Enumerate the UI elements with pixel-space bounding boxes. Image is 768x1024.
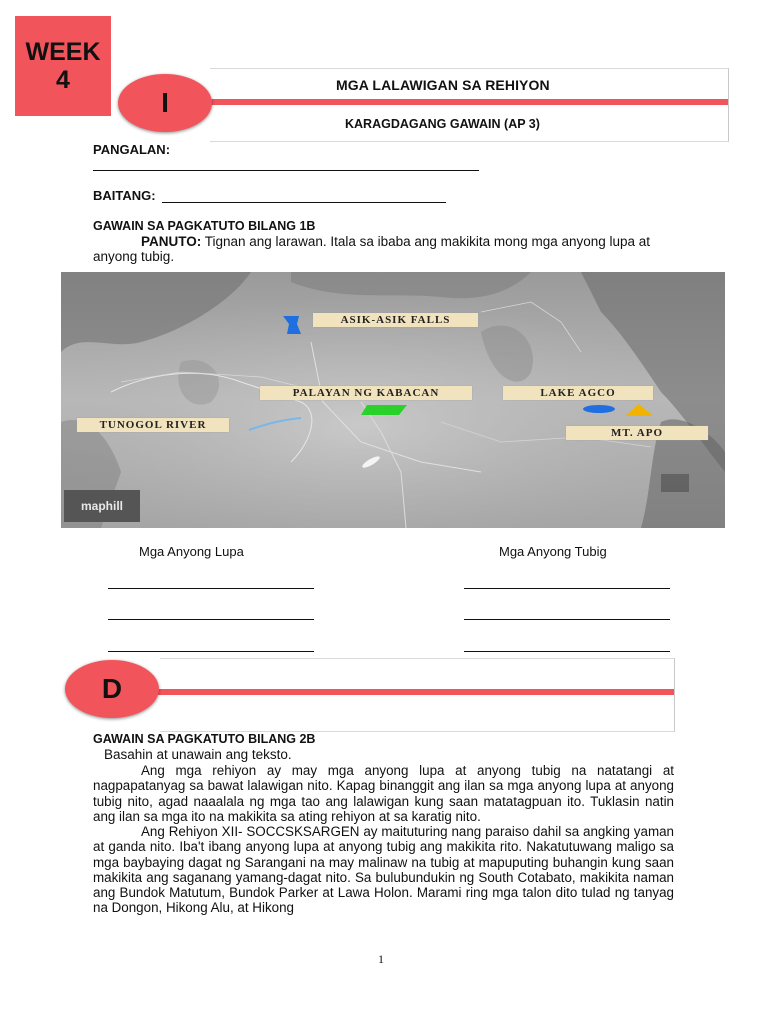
maphill-logo: maphill	[64, 490, 140, 522]
page-number: 1	[378, 952, 384, 966]
section-d-letter: D	[101, 673, 123, 704]
header-divider	[205, 99, 728, 105]
page-subtitle: KARAGDAGANG GAWAIN (AP 3)	[345, 117, 540, 131]
page-title: MGA LALAWIGAN SA REHIYON	[336, 77, 550, 93]
week-label: WEEK	[25, 38, 101, 66]
paragraph-1	[93, 763, 674, 824]
region-map	[61, 272, 725, 528]
grade-answer-line[interactable]	[162, 190, 446, 203]
activity2-heading: GAWAIN SA PAGKATUTO BILANG 2B	[93, 732, 316, 746]
section-d-divider	[158, 689, 674, 695]
section-i-circle	[118, 74, 212, 132]
section-d-frame	[160, 658, 675, 732]
map-label-lake: LAKE AGCO	[503, 386, 653, 400]
paragraph-1-text: Ang mga rehiyon ay may mga anyong lupa at anyong tubig na natatangi at nagpapatanyag sa bawat lalawigan nito. Kapag binanggit ang ilan sa mga anyong lupa at anyong tubig nito, agad naaalala ng mga tao ang lalawigan kung saan matatagpuan ito. Tuklasin natin ang ilan sa mga ito na makikita sa ating rehiyon at sa karatig nito.	[93, 763, 674, 824]
waterform-answer-line[interactable]	[464, 619, 670, 620]
grade-row	[93, 188, 446, 203]
activity1-instruction	[141, 234, 681, 249]
landform-answer-line[interactable]	[108, 588, 314, 589]
paragraph-2	[93, 824, 674, 916]
paragraph-2-text: Ang Rehiyon XII- SOCCSKSARGEN ay maituturing nang paraiso dahil sa angking yaman at ganda nito. Iba't ibang anyong lupa at anyong tubig ang makikita rito. Nakatutuwang maligo sa mga baybaying dagat ng Sarangani na may malinaw na tubig at mapuputing buhangin kung saan makikita ang saganang yamang-dagat nito. Sa bulubundukin ng South Cotabato, makikita naman ang Bundok Matutum, Bundok Parker at Lawa Holon. Marami ring mga talon dito tulad ng tanyag na Dongon, Hikong Alu, at Hikong	[93, 824, 674, 916]
landforms-heading: Mga Anyong Lupa	[139, 544, 244, 559]
section-i-letter: I	[161, 87, 169, 118]
map-label-river: TUNOGOL RIVER	[77, 418, 229, 432]
landform-answer-line[interactable]	[108, 619, 314, 620]
waterform-answer-line[interactable]	[464, 651, 670, 652]
week-number: 4	[56, 66, 70, 94]
map-terrain	[61, 272, 725, 528]
name-label: PANGALAN:	[93, 142, 171, 157]
waterform-answer-line[interactable]	[464, 588, 670, 589]
instruction-line2: anyong tubig.	[93, 249, 175, 264]
instruction-label: PANUTO:	[141, 234, 202, 249]
name-answer-line[interactable]	[93, 170, 479, 171]
instruction-line1: Tignan ang larawan. Itala sa ibaba ang makikita mong mga anyong lupa at	[201, 234, 651, 249]
week-badge	[15, 16, 111, 116]
waterforms-heading: Mga Anyong Tubig	[499, 544, 607, 559]
section-d-circle	[65, 660, 159, 718]
map-label-palayan: PALAYAN NG KABACAN	[260, 386, 472, 400]
activity2-instruction: Basahin at unawain ang teksto.	[104, 747, 292, 762]
rice-field-marker	[361, 405, 407, 415]
landform-answer-line[interactable]	[108, 651, 314, 652]
map-label-apo: MT. APO	[566, 426, 708, 440]
lake-marker	[583, 405, 615, 413]
activity1-heading: GAWAIN SA PAGKATUTO BILANG 1B	[93, 219, 316, 233]
map-label-asik: ASIK-ASIK FALLS	[313, 313, 478, 327]
grade-label: BAITANG:	[93, 188, 156, 203]
